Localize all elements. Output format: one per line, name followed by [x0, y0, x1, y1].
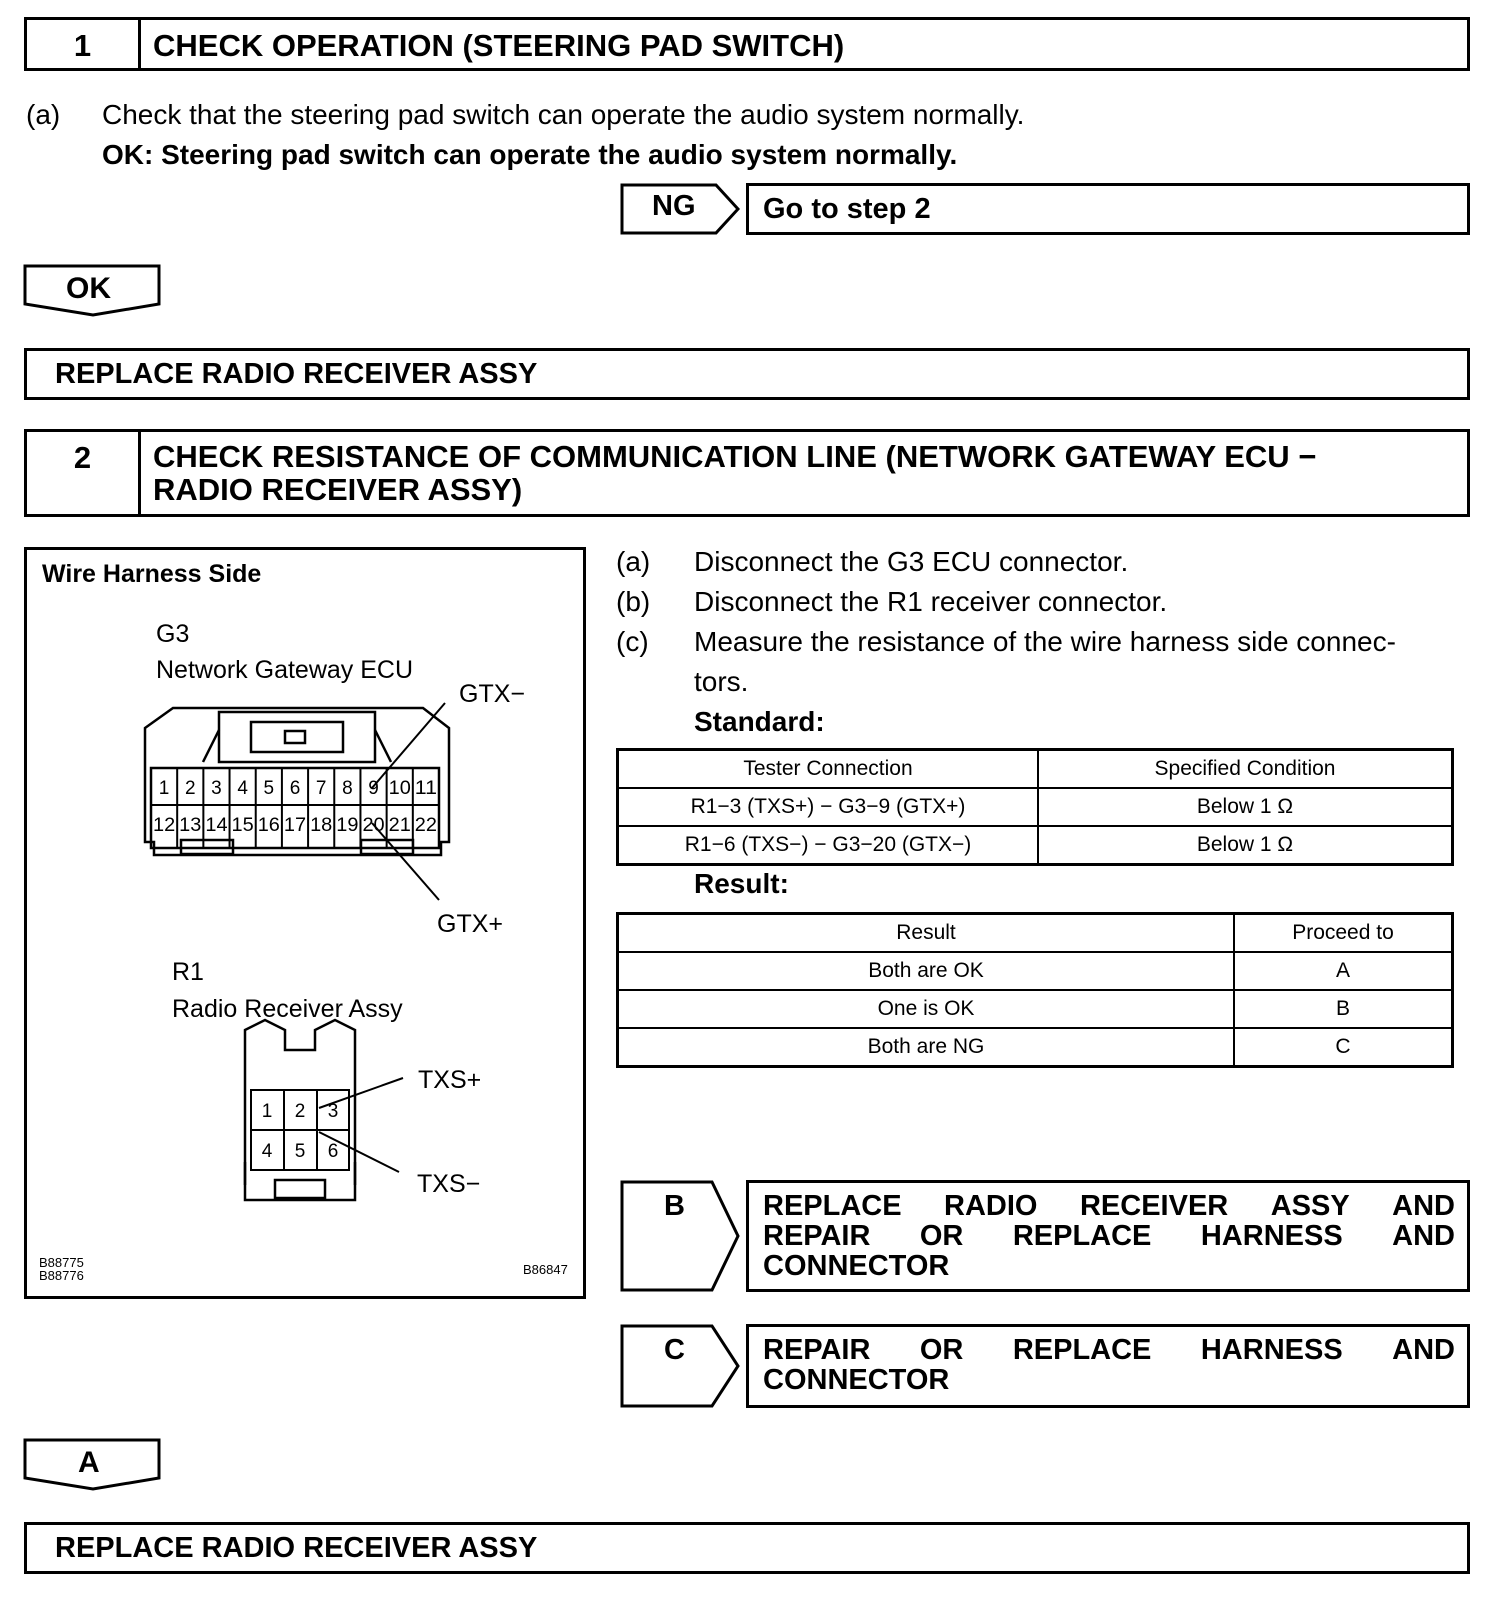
g3-pin-number: 10 [388, 778, 411, 799]
table-row [618, 990, 1453, 1028]
ng-label: NG [652, 190, 696, 222]
word: REPLACE [763, 1190, 902, 1222]
g3-pin-number: 18 [310, 815, 333, 836]
table-cell: Below 1 Ω [1038, 788, 1453, 826]
g3-pin-number: 16 [257, 815, 280, 836]
g3-pin-number: 19 [336, 815, 359, 836]
g3-name: Network Gateway ECU [156, 656, 414, 684]
g3-pin-number: 21 [388, 815, 411, 836]
word: REPAIR [763, 1220, 871, 1252]
standard-label: Standard: [694, 706, 825, 737]
gtx-plus-label: GTX+ [437, 910, 503, 938]
step1-ok-action-box [24, 348, 1470, 400]
branch-b-line3: CONNECTOR [763, 1250, 950, 1282]
g3-pin-number: 8 [342, 778, 353, 799]
table-header: Result [618, 914, 1235, 953]
txs-minus-label: TXS− [417, 1170, 481, 1198]
g3-pin-number: 6 [289, 778, 301, 799]
step1-number: 1 [27, 20, 141, 68]
g3-pin-number: 20 [362, 815, 385, 836]
g3-pin-number: 1 [158, 778, 170, 799]
gtx-minus-label: GTX− [459, 680, 525, 708]
word: OR [919, 1334, 964, 1366]
instruction-a-marker: (a) [616, 546, 651, 577]
branch-c-line1 [763, 1335, 1455, 1365]
standard-table [616, 748, 1454, 866]
g3-pin-number: 4 [237, 778, 248, 799]
branch-c-label: C [664, 1334, 685, 1366]
step2-title-line1: CHECK RESISTANCE OF COMMUNICATION LINE (NETWORK GATEWAY ECU − [153, 439, 1317, 474]
step2-a-action-box [24, 1522, 1470, 1574]
r1-pin-number: 1 [261, 1101, 273, 1122]
branch-c-action-box [746, 1324, 1470, 1408]
wiring-diagram-panel [24, 547, 586, 1299]
g3-pin-number: 9 [368, 778, 379, 799]
word: OR [919, 1220, 964, 1252]
g3-pin-number: 11 [414, 778, 437, 799]
step2-header [24, 429, 1470, 517]
table-row [618, 1028, 1453, 1067]
instruction-b-text: Disconnect the R1 receiver connector. [694, 586, 1168, 617]
table-header: Tester Connection [618, 750, 1039, 789]
word: RECEIVER [1079, 1190, 1229, 1222]
r1-name: Radio Receiver Assy [172, 995, 403, 1023]
table-cell: Below 1 Ω [1038, 826, 1453, 865]
instruction-c-marker: (c) [616, 626, 649, 657]
step2-title-line2: RADIO RECEIVER ASSY) [153, 472, 523, 507]
table-cell: R1−3 (TXS+) − G3−9 (GTX+) [618, 788, 1039, 826]
instruction-a-text: Disconnect the G3 ECU connector. [694, 546, 1129, 577]
r1-code: R1 [172, 958, 204, 986]
table-cell: One is OK [618, 990, 1235, 1028]
ng-action-box [746, 183, 1470, 235]
branch-c-line2: CONNECTOR [763, 1364, 950, 1396]
g3-pin-number: 13 [179, 815, 202, 836]
word: AND [1392, 1334, 1455, 1366]
step1-ok-action-text: REPLACE RADIO RECEIVER ASSY [55, 358, 538, 390]
ok-label: OK [66, 272, 111, 305]
word: RADIO [944, 1190, 1038, 1222]
table-cell: C [1234, 1028, 1453, 1067]
step1-ok-criterion: OK: Steering pad switch can operate the audio system normally. [102, 139, 958, 170]
r1-pin-number: 3 [327, 1101, 339, 1122]
g3-pin-number: 2 [184, 778, 196, 799]
table-cell: Both are OK [618, 952, 1235, 990]
word: REPLACE [1012, 1220, 1152, 1252]
table-row [618, 914, 1453, 953]
table-row [618, 788, 1453, 826]
g3-pin-number: 5 [263, 778, 275, 799]
g3-connector-drawing [27, 550, 583, 1296]
ref-code-2: B88776 [39, 1268, 84, 1283]
r1-pin-number: 2 [294, 1101, 306, 1122]
instruction-c-text-cont: tors. [694, 666, 749, 697]
word: HARNESS [1200, 1220, 1343, 1252]
r1-pin-number: 5 [294, 1141, 306, 1162]
branch-b-label: B [664, 1190, 685, 1222]
g3-code: G3 [156, 620, 190, 648]
word: AND [1392, 1220, 1455, 1252]
table-cell: A [1234, 952, 1453, 990]
result-label: Result: [694, 868, 789, 899]
instruction-c-text: Measure the resistance of the wire harness side connec- [694, 626, 1396, 657]
g3-pin-number: 3 [211, 778, 222, 799]
g3-pin-number: 22 [414, 815, 437, 836]
g3-pin-number: 7 [315, 778, 327, 799]
table-header: Proceed to [1234, 914, 1453, 953]
word: AND [1392, 1190, 1455, 1222]
table-cell: B [1234, 990, 1453, 1028]
a-label: A [78, 1446, 100, 1479]
ref-code-1: B88775 [39, 1255, 84, 1270]
word: ASSY [1270, 1190, 1350, 1222]
step2-a-action-text: REPLACE RADIO RECEIVER ASSY [55, 1532, 538, 1564]
ng-action-text: Go to step 2 [763, 193, 931, 225]
diagram-title: Wire Harness Side [42, 560, 262, 588]
table-cell: Both are NG [618, 1028, 1235, 1067]
table-row [618, 952, 1453, 990]
step1-header [24, 17, 1470, 71]
table-row [618, 750, 1453, 789]
instruction-b-marker: (b) [616, 586, 651, 617]
txs-plus-label: TXS+ [418, 1066, 482, 1094]
g3-pin-number: 12 [153, 815, 176, 836]
step2-number: 2 [27, 432, 141, 514]
table-header: Specified Condition [1038, 750, 1453, 789]
g3-pin-number: 15 [231, 815, 254, 836]
branch-b-line2 [763, 1221, 1455, 1251]
word: HARNESS [1200, 1334, 1343, 1366]
g3-pin-number: 14 [205, 815, 228, 836]
result-table [616, 912, 1454, 1068]
ref-code-3: B86847 [523, 1262, 568, 1277]
r1-pin-number: 4 [261, 1141, 273, 1162]
table-cell: R1−6 (TXS−) − G3−20 (GTX−) [618, 826, 1039, 865]
step1-item-a-marker: (a) [26, 99, 61, 130]
branch-b-line1 [763, 1191, 1455, 1221]
step1-title: CHECK OPERATION (STEERING PAD SWITCH) [153, 28, 845, 63]
r1-pin-number: 6 [327, 1141, 339, 1162]
step1-item-a-text: Check that the steering pad switch can operate the audio system normally. [102, 99, 1025, 130]
g3-pin-number: 17 [283, 815, 307, 836]
word: REPAIR [763, 1334, 871, 1366]
branch-b-action-box [746, 1180, 1470, 1292]
word: REPLACE [1012, 1334, 1152, 1366]
table-row [618, 826, 1453, 865]
